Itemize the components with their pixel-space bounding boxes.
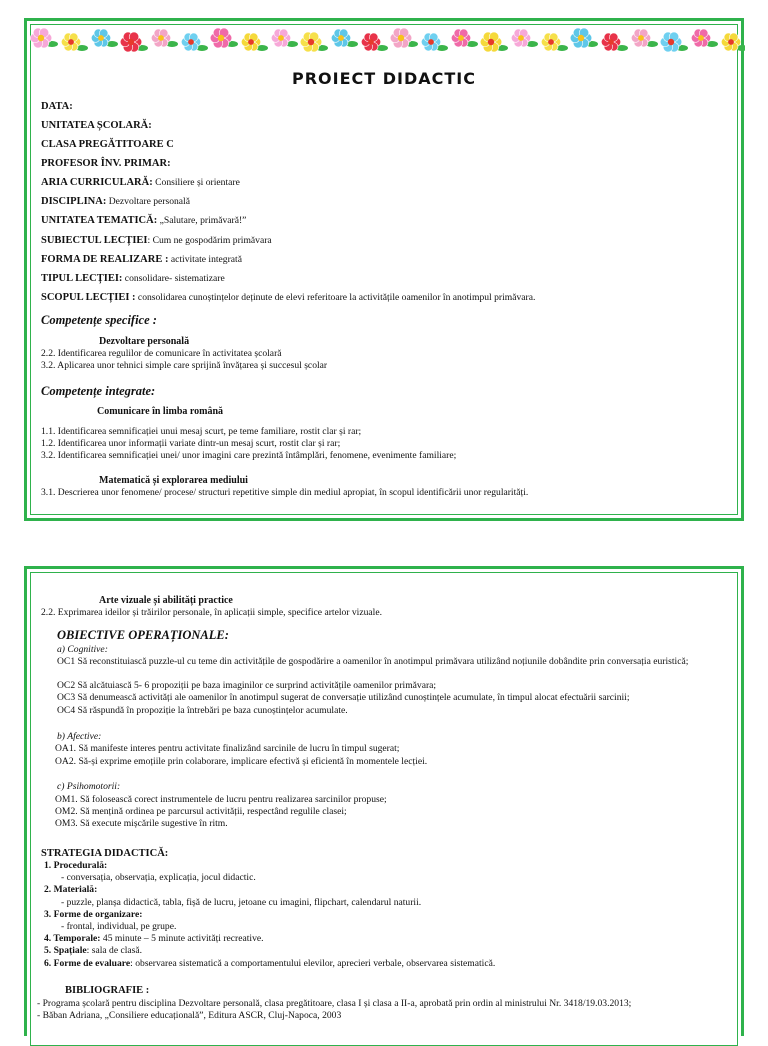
flower-icon: [631, 29, 658, 47]
bibliografie-item: - Băban Adriana, „Consiliere educațională”, Editura ASCR, Cluj-Napoca, 2003: [37, 1010, 342, 1021]
field-forma-de-realizare: FORMA DE REALIZARE : activitate integrată: [41, 254, 242, 265]
strategia-detail: - frontal, individual, pe grupe.: [61, 921, 177, 932]
obiective-psihomotorii-label: c) Psihomotorii:: [57, 781, 121, 792]
flower-icon: [210, 28, 238, 48]
flower-icon: [570, 28, 598, 48]
strategia-item: 6. Forme de evaluare: observarea sistematică a comportamentului elevilor, aprecieri verbale, observarea sistematică.: [44, 958, 496, 969]
flower-icon: [721, 33, 745, 51]
flower-icon: [421, 33, 448, 51]
flower-icon: [390, 28, 418, 48]
field-tipul-lectiei: TIPUL LECȚIEI: consolidare- sistematizare: [41, 273, 225, 284]
field-unitatea-scolara: UNITATEA ȘCOLARĂ:: [41, 120, 152, 131]
flower-icon: [451, 29, 478, 47]
strategia-heading: STRATEGIA DIDACTICĂ:: [41, 848, 169, 859]
flower-icon: [181, 33, 208, 51]
obiectiv-item: OM2. Să mențină ordinea pe parcursul activității, respectând regulile clasei;: [55, 806, 347, 817]
obiectiv-item: OM3. Să execute mișcările sugestive în ritm.: [55, 818, 228, 829]
field-unitatea-tematica: UNITATEA TEMATICĂ: „Salutare, primăvară!”: [41, 215, 247, 226]
competente-integrate-subheading: Comunicare în limba română: [97, 406, 224, 417]
field-disciplina: DISCIPLINA: Dezvoltare personală: [41, 196, 190, 207]
flower-icon: [300, 32, 328, 52]
flower-icon: [691, 29, 718, 47]
obiectiv-item: OA1. Să manifeste interes pentru activitate finalizând sarcinile de lucru în timpul sugerat;: [55, 743, 400, 754]
obiectiv-item: OC4 Să răspundă în propoziție la întrebări pe baza cunoștințelor acumulate.: [57, 705, 348, 716]
strategia-item: 3. Forme de organizare:: [44, 909, 143, 920]
flower-border-decoration: [29, 23, 745, 57]
competente-integrate-subheading: Arte vizuale și abilități practice: [99, 595, 233, 606]
bibliografie-item: - Programa școlară pentru disciplina Dezvoltare personală, clasa pregătitoare, clasa I și clasa a II-a, aprobată prin ordin al ministrului Nr. 3418/19.03.2013;: [37, 998, 632, 1009]
competenta-specifica-item: 3.2. Aplicarea unor tehnici simple care sprijină învățarea și succesul școlar: [41, 360, 328, 371]
competenta-integrata-item: 3.2. Identificarea semnificației unei/ unor imagini care prezintă întâmplări, fenomene, evenimente familiare;: [41, 450, 457, 461]
competenta-specifica-item: 2.2. Identificarea regulilor de comunicare în activitatea școlară: [41, 348, 282, 359]
flower-icon: [361, 33, 388, 51]
obiective-heading: OBIECTIVE OPERAȚIONALE:: [57, 628, 229, 642]
flower-icon: [331, 29, 358, 47]
competenta-integrata-item: 2.2. Exprimarea ideilor și trăirilor personale, în aplicații simple, specifice artelor vizuale.: [41, 607, 382, 618]
field-aria-curriculara: ARIA CURRICULARĂ: Consiliere și orientare: [41, 177, 240, 188]
flower-icon: [91, 29, 118, 47]
obiective-cognitive-label: a) Cognitive:: [57, 644, 108, 655]
flower-icon: [151, 29, 178, 47]
flower-icon: [271, 29, 298, 47]
document-page-2: [24, 566, 744, 1036]
flower-icon: [61, 33, 88, 51]
field-data: DATA:: [41, 101, 73, 112]
strategia-item: 2. Materială:: [44, 884, 98, 895]
bibliografie-heading: BIBLIOGRAFIE :: [65, 985, 150, 996]
obiective-afective-label: b) Afective:: [57, 731, 102, 742]
strategia-item: 4. Temporale: 45 minute – 5 minute activități recreative.: [44, 933, 264, 944]
flower-icon: [120, 32, 148, 52]
competente-integrate-heading: Competențe integrate:: [41, 384, 156, 398]
competenta-integrata-item: 1.2. Identificarea unor informații variate dintr-un mesaj scurt, rostit clar și rar;: [41, 438, 341, 449]
strategia-detail: - conversația, observația, explicația, jocul didactic.: [61, 872, 256, 883]
field-scopul-lectiei: SCOPUL LECȚIEI : consolidarea cunoștințelor deținute de elevi referitoare la activitățile oamenilor în anotimpul primăvara.: [41, 292, 536, 303]
flower-icon: [541, 33, 568, 51]
flower-icon: [30, 28, 58, 48]
flower-icon: [241, 33, 268, 51]
flower-icon: [511, 29, 538, 47]
competenta-integrata-item: 3.1. Descrierea unor fenomene/ procese/ structuri repetitive simple din mediul apropiat, în scopul identificării unor regularități.: [41, 487, 529, 498]
competenta-integrata-item: 1.1. Identificarea semnificației unui mesaj scurt, pe teme familiare, rostit clar și rar;: [41, 426, 362, 437]
flower-icon: [601, 33, 628, 51]
competente-specifice-subheading: Dezvoltare personală: [99, 336, 190, 347]
strategia-item: 5. Spațiale: sala de clasă.: [44, 945, 143, 956]
strategia-detail: - puzzle, planșa didactică, tabla, fișă de lucru, jetoane cu imagini, flipchart, calendarul naturii.: [61, 897, 422, 908]
field-clasa: CLASA PREGĂTITOARE C: [41, 139, 174, 150]
obiectiv-item: OC2 Să alcătuiască 5- 6 propoziții pe baza imaginilor ce surprind activitățile oamenilor primăvara;: [57, 680, 437, 691]
flower-icon: [660, 32, 688, 52]
obiectiv-item: OM1. Să folosească corect instrumentele de lucru pentru realizarea sarcinilor propuse;: [55, 794, 387, 805]
obiectiv-item: OC1 Să reconstituiască puzzle-ul cu teme din activitățile de gospodărire a oamenilor în anotimpul primăvara utilizând noțiunile dobândite prin conversația euristică;: [57, 656, 689, 667]
strategia-item: 1. Procedurală:: [44, 860, 108, 871]
competente-integrate-subheading: Matematică și explorarea mediului: [99, 475, 248, 486]
flower-icon: [480, 32, 508, 52]
document-title: PROIECT DIDACTIC: [291, 69, 476, 88]
field-subiectul-lectiei: SUBIECTUL LECȚIEI: Cum ne gospodărim primăvara: [41, 235, 272, 246]
obiectiv-item: OA2. Să-și exprime emoțiile prin colaborare, implicare efectivă și eficientă în momentele lecției.: [55, 756, 428, 767]
obiectiv-item: OC3 Să denumească activități ale oamenilor în anotimpul sugerat de conversație utilizând cunoștințele acumulate, în timpul alocat efectuării sarcinii;: [57, 692, 630, 703]
field-profesor: PROFESOR ÎNV. PRIMAR:: [41, 158, 171, 169]
document-page-1: [24, 18, 744, 521]
competente-specifice-heading: Competențe specifice :: [41, 313, 157, 327]
